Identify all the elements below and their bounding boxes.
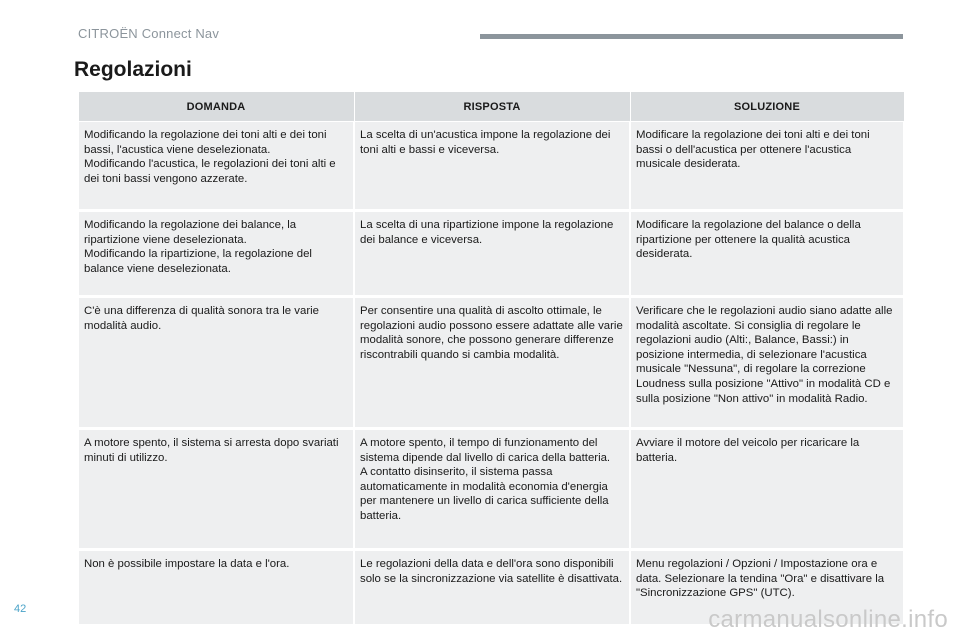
table-row [78,297,904,429]
cell-risposta: La scelta di una ripartizione impone la regolazione dei balance e viceversa. [354,211,630,297]
page-title: Regolazioni [74,58,192,81]
cell-soluzione: Menu regolazioni / Opzioni / Impostazione ora e data. Selezionare la tendina "Ora" e disattivare la "Sincronizzazione GPS" (UTC). [630,550,904,626]
cell-soluzione: Avviare il motore del veicolo per ricaricare la batteria. [630,429,904,550]
cell-domanda: Modificando la regolazione dei toni alti e dei toni bassi, l'acustica viene deselezionata. Modificando l'acustica, le regolazioni dei toni alti e dei toni bassi vengono azzerate. [78,122,354,211]
cell-soluzione: Verificare che le regolazioni audio siano adatte alle modalità ascoltate. Si consiglia di regolare le regolazioni audio (Alti:, Balance, Bassi:) in posizione intermedia, di selezionare l'acustica musicale "Nessuna", di regolare la correzione Loudness sulla posizione "Attivo" in modalità CD e sulla posizione "Non attivo" in modalità Radio. [630,297,904,429]
page-number: 42 [14,603,27,615]
table-row [78,429,904,550]
cell-domanda: C'è una differenza di qualità sonora tra le varie modalità audio. [78,297,354,429]
cell-soluzione: Modificare la regolazione dei toni alti e dei toni bassi o dell'acustica per ottenere l'acustica musicale desiderata. [630,122,904,211]
table-row [78,211,904,297]
cell-domanda: A motore spento, il sistema si arresta dopo svariati minuti di utilizzo. [78,429,354,550]
column-header-domanda: DOMANDA [78,92,354,122]
cell-soluzione: Modificare la regolazione del balance o della ripartizione per ottenere la qualità acustica desiderata. [630,211,904,297]
cell-domanda: Modificando la regolazione dei balance, la ripartizione viene deselezionata. Modificando la ripartizione, la regolazione del balance viene deselezionata. [78,211,354,297]
column-header-risposta: RISPOSTA [354,92,630,122]
cell-risposta: Per consentire una qualità di ascolto ottimale, le regolazioni audio possono essere adattate alle varie modalità sonore, che possono generare differenze riscontrabili quando si cambia modalità. [354,297,630,429]
table-row [78,122,904,211]
troubleshooting-table [77,91,905,627]
cell-domanda: Non è possibile impostare la data e l'ora. [78,550,354,626]
header-bar [480,34,903,39]
column-header-soluzione: SOLUZIONE [630,92,904,122]
cell-risposta: Le regolazioni della data e dell'ora sono disponibili solo se la sincronizzazione via satellite è disattivata. [354,550,630,626]
watermark: carmanualsonline.info [708,606,948,633]
cell-risposta: A motore spento, il tempo di funzionamento del sistema dipende dal livello di carica della batteria. A contatto disinserito, il sistema passa automaticamente in modalità economia d'energia per mantenere un livello di carica sufficiente della batteria. [354,429,630,550]
table-header-row [78,92,904,122]
cell-risposta: La scelta di un'acustica impone la regolazione dei toni alti e bassi e viceversa. [354,122,630,211]
header-brand: CITROËN Connect Nav [78,26,220,41]
